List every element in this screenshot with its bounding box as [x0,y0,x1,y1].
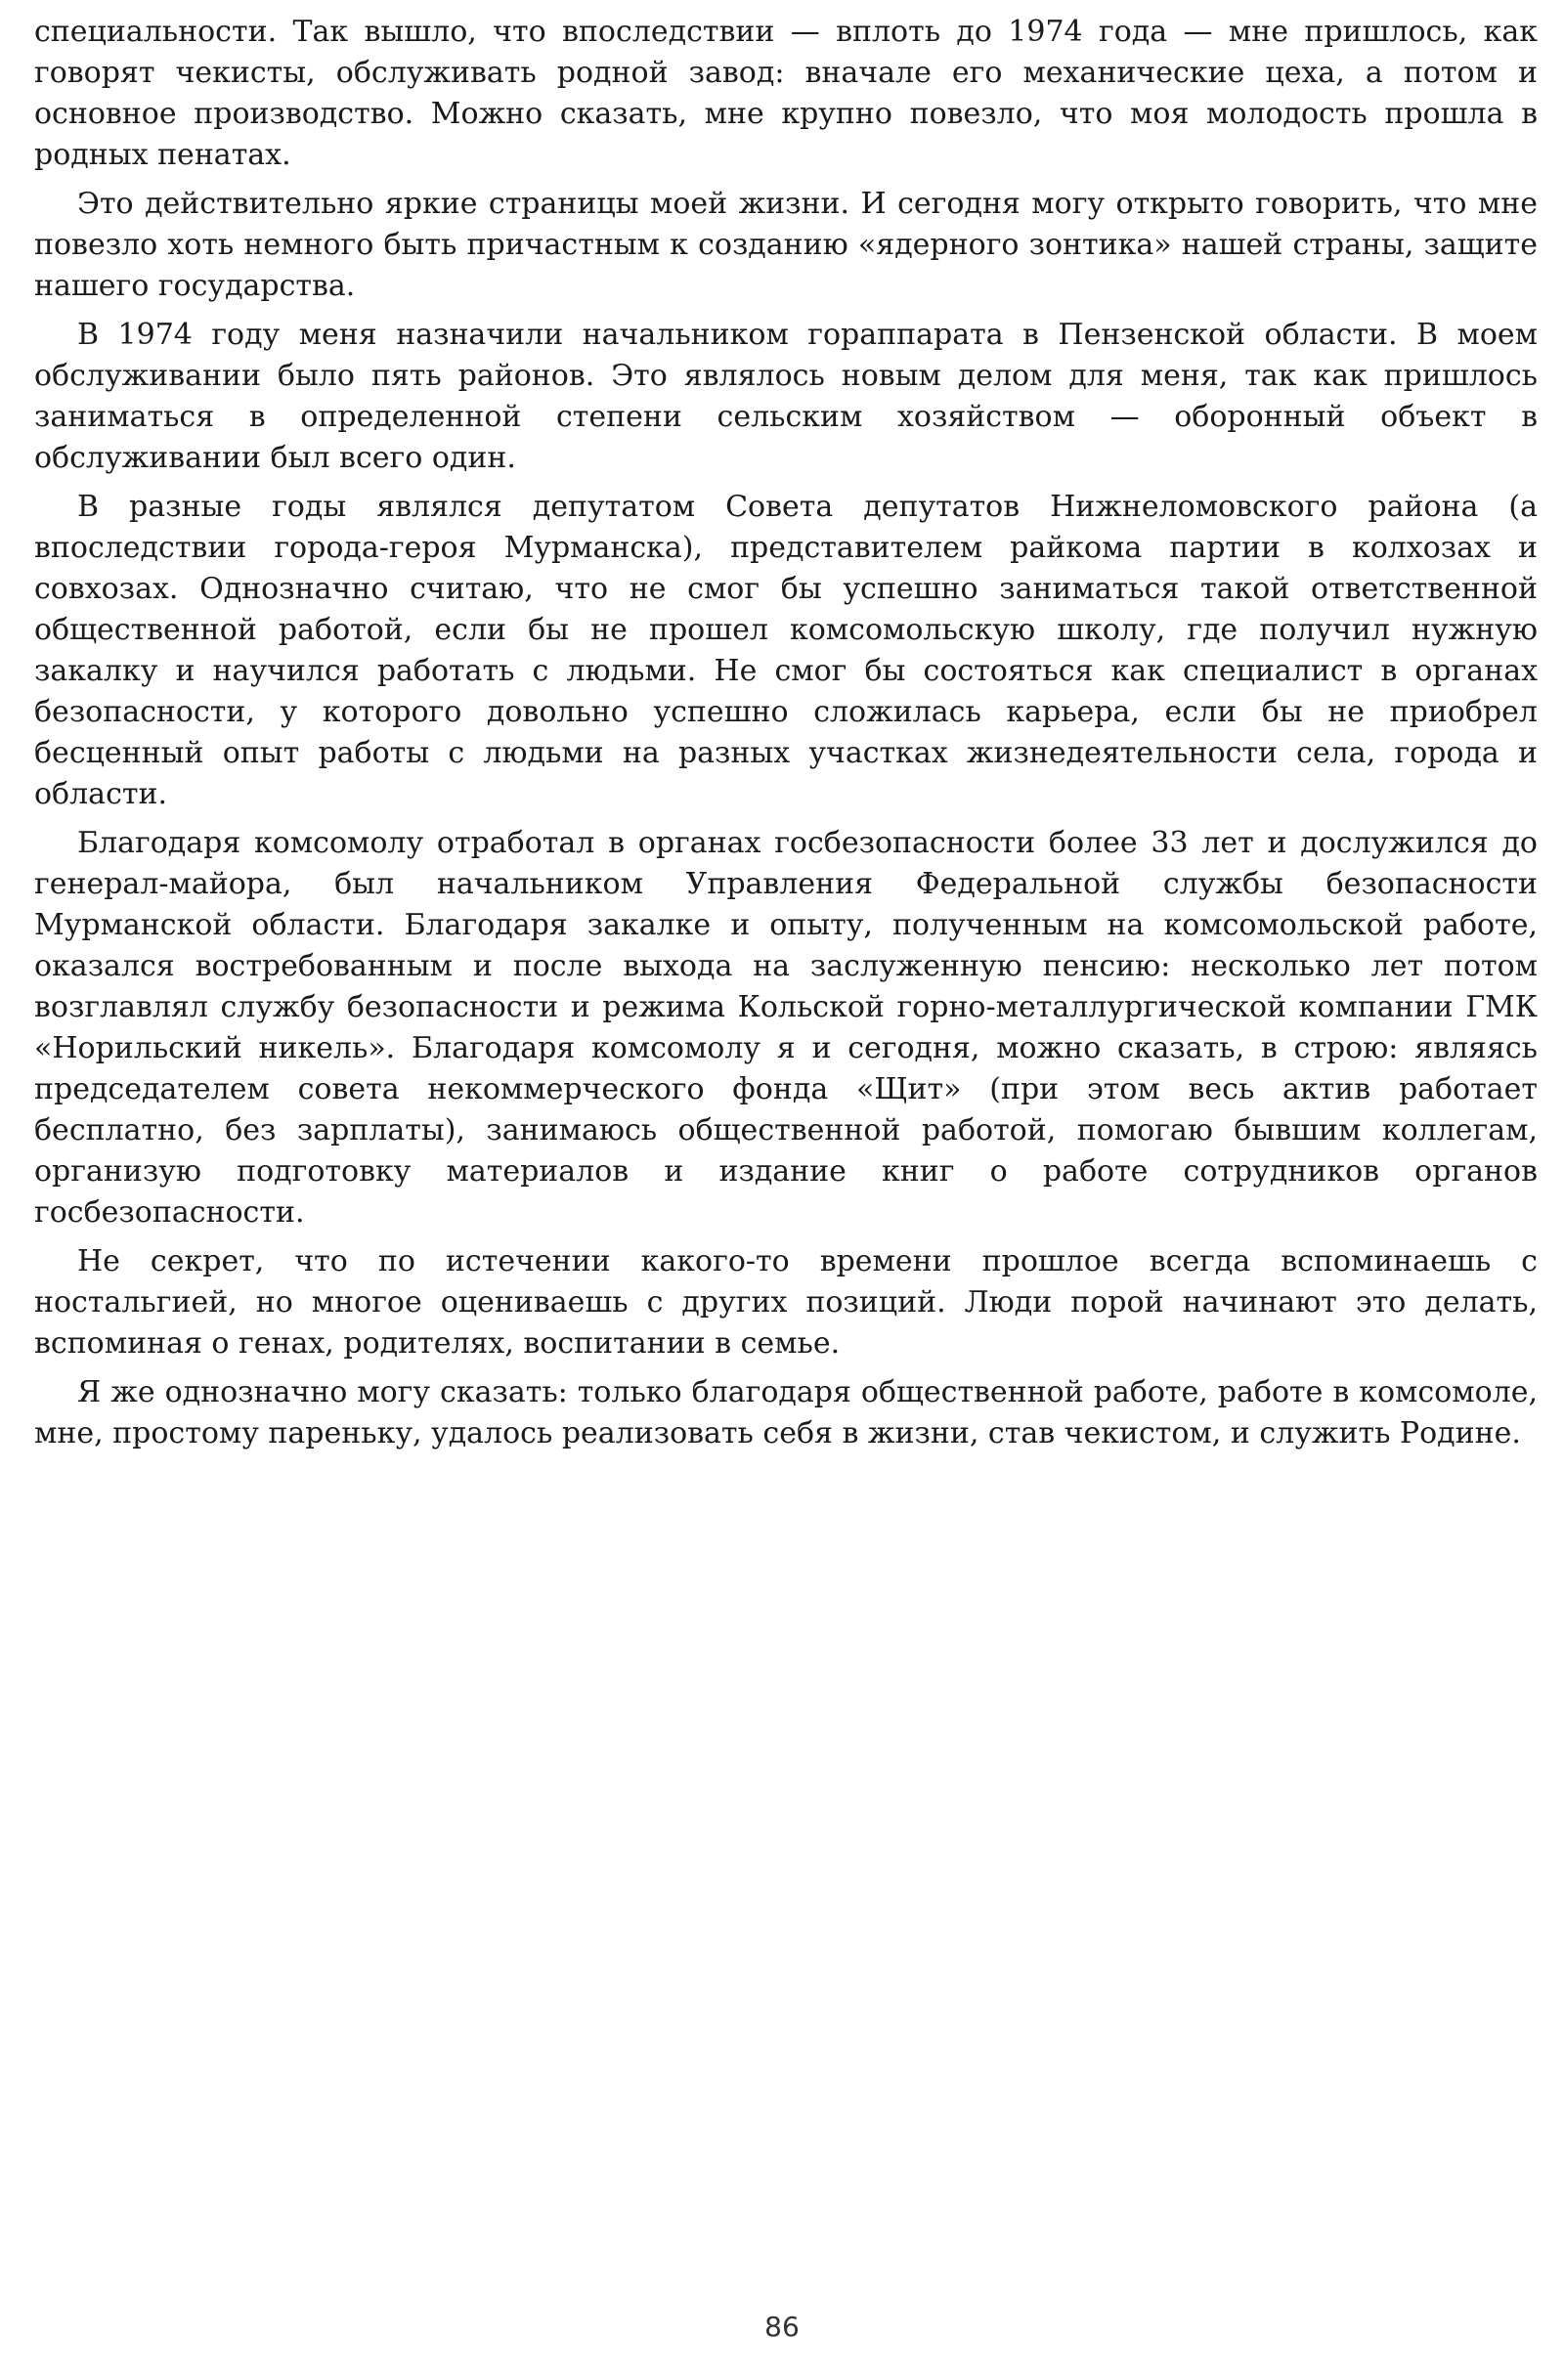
paragraph: Я же однозначно могу сказать: только благодаря общественной работе, работе в комсомоле, мне, простому пареньку, удалось реализовать себя в жизни, став чекистом, и служить Родине. [34,1375,1538,1450]
paragraph: Благодаря комсомолу отработал в органах госбезопасности более 33 лет и дослужился до генерал-майора, был начальником Управления Федеральной службы безопасности Мурманской области. Благодаря закалке и опыту, полученным на комсомольской работе, оказался востребованным и после выхода на заслуженную пенсию: несколько лет потом возглавлял службу безопасности и режима Кольской горно-металлургической компании ГМК «Норильский никель». Благодаря комсомолу я и сегодня, можно сказать, в строю: являясь председателем совета некоммерческого фонда «Щит» (при этом весь актив работает бесплатно, без зарплаты), занимаюсь общественной работой, помогаю бывшим коллегам, организую подготовку материалов и издание книг о работе сотрудников органов госбезопасности. [34,826,1538,1230]
paragraph: В разные годы являлся депутатом Совета депутатов Нижнеломовского района (а впоследствии города-героя Мурманска), представителем райкома партии в колхозах и совхозах. Однозначно считаю, что не смог бы успешно заниматься такой ответственной общественной работой, если бы не прошел комсомольскую школу, где получил нужную закалку и научился работать с людьми. Не смог бы состояться как специалист в органах безопасности, у которого довольно успешно сложилась карьера, если бы не приобрел бесценный опыт работы с людьми на разных участках жизнедеятельности села, города и области. [34,490,1538,811]
page-number: 86 [764,2311,800,2343]
paragraph: В 1974 году меня назначили начальником гораппарата в Пензенской области. В моем обслуживании было пять районов. Это являлось новым делом для меня, так как пришлось заниматься в определенной степени сельским хозяйством — оборонный объект в обслуживании был всего один. [34,318,1538,475]
paragraph: Это действительно яркие страницы моей жизни. И сегодня могу открыто говорить, что мне повезло хоть немного быть причастным к созданию «ядерного зонтика» нашей страны, защите нашего государства. [34,187,1538,303]
paragraph-continuation: специальности. Так вышло, что впоследствии — вплоть до 1974 года — мне пришлось, как говорят чекисты, обслуживать родной завод: вначале его механические цеха, а потом и основное производство. Можно сказать, мне крупно повезло, что моя молодость прошла в родных пенатах. [34,15,1538,172]
paragraph: Не секрет, что по истечении какого-то времени прошлое всегда вспоминаешь с ностальгией, но многое оцениваешь с других позиций. Люди порой начинают это делать, вспоминая о генах, родителях, воспитании в семье. [34,1244,1538,1361]
page-body [34,12,1538,1462]
